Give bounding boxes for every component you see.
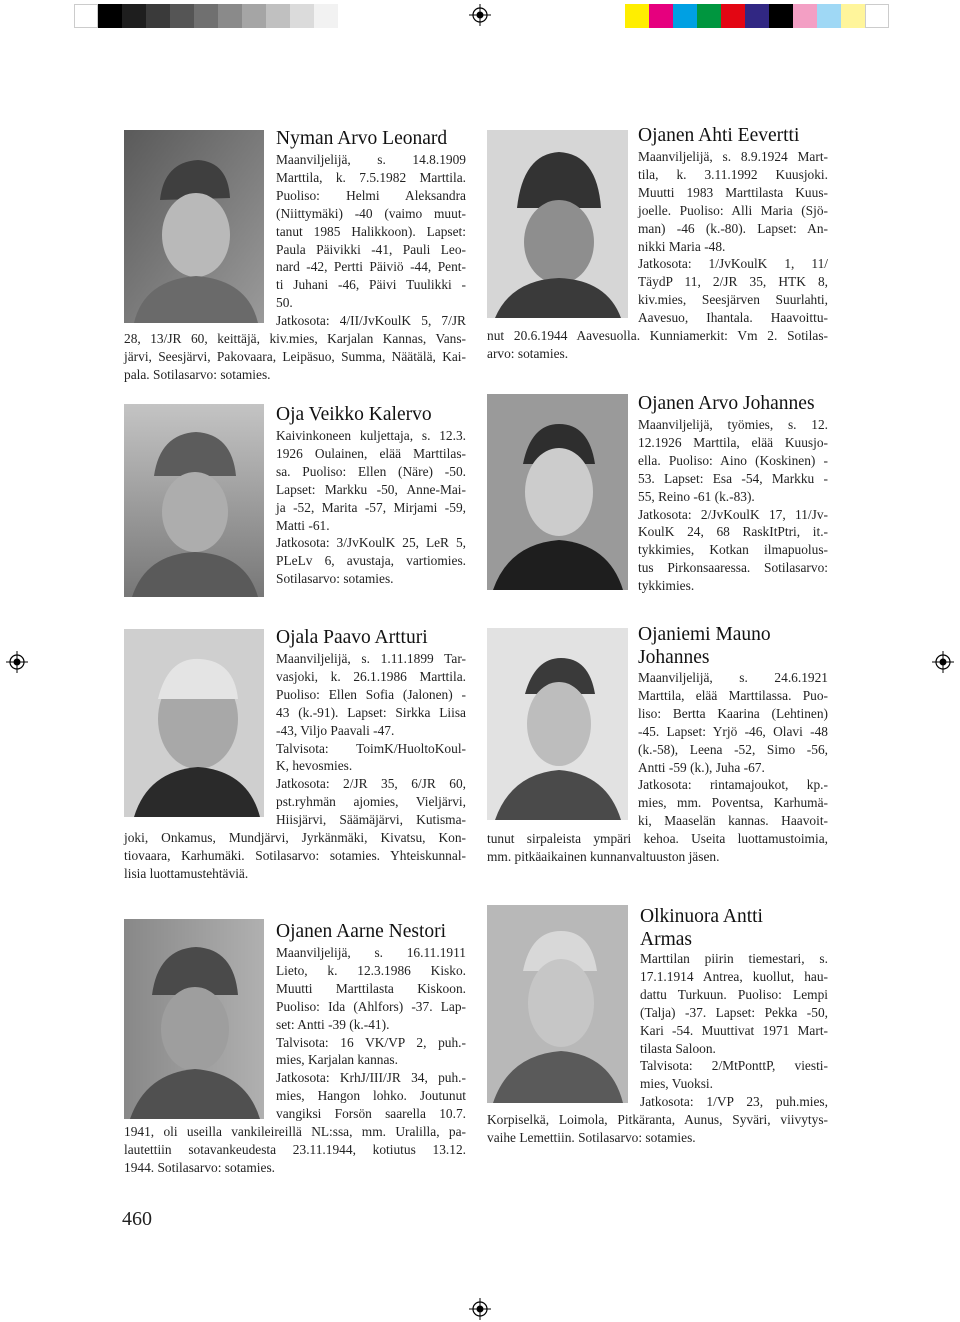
entry-name: Olkinuora Antti Armas [640, 906, 763, 950]
entry-biography: Maanviljelijä, s. 24.6.1921 Marttila, elää Marttilassa. Puo- liso: Bertta Kaarina (Lehtinen) -45. Lapset: Yrjö -46, Olavi -48 (k.-58), Leena -52, Simo -56, Antti -59 (k.), Juha -67. Jatkosota: rintamajoukot, kp.- mies, mm. Poventsa, Karhumä- ki, Maaselän kannas. Haavoit- tunut sirpaleista ympäri kehoa. Useita luottamustoimia, mm. pitkäaikainen kunnanvaltuuston jäsen. [487, 670, 828, 865]
color-bar [625, 4, 889, 28]
entry-biography: Marttilan piirin tiemestari, s. 17.1.1914 Antrea, kuollut, hau- dattu Turkuun. Puoliso: Lempi (Talja) -37. Lapset: Pekka -50, Kari -54. Muuttivat 1971 Mart- tilasta Saloon. Talvisota: 2/MtPonttP, viesti- mies, Vuoksi. Jatkosota: 1/VP 23, puh.mies, Korpiselkä, Loimola, Pitkäranta, Aunus, Syväri, viivytys- vaihe Lemettiin. Sotilasarvo: sotamies. [487, 951, 828, 1146]
grayscale-bar [74, 4, 338, 28]
registration-mark-icon [469, 1298, 491, 1320]
entry-biography: Kaivinkoneen kuljettaja, s. 12.3. 1926 Oulainen, elää Marttilas- sa. Puoliso: Ellen (Näre) -50. Lapset: Markku -50, Anne-Mai- ja -52, Marita -57, Mirjami -59, Matti -61. Jatkosota: 3/JvKoulK 25, LeR 5, PLeLv 6, avustaja, vartiomies. Sotilasarvo: sotamies. [276, 428, 466, 587]
portrait-photo [124, 404, 264, 597]
registration-mark-icon [932, 651, 954, 673]
page-number: 460 [122, 1208, 152, 1230]
entry-name: Ojanen Aarne Nestori [276, 921, 447, 942]
entry-name: Ojanen Ahti Eevertti [638, 125, 800, 146]
entry-name: Ojala Paavo Artturi [276, 627, 428, 648]
entry-biography: Maanviljelijä, työmies, s. 12. 12.1926 Marttila, elää Kuusjo- ella. Puoliso: Aino (Koskinen) - 53. Lapset: Esa -54, Markku - 55, Reino -61 (k.-83). Jatkosota: 2/JvKoulK 17, 11/Jv- KoulK 24, 68 RaskItPtri, it.- tykkimies, Kotkan ilmapuolus- tus Pirkonsaaressa. Sotilasarvo: tykkimies. [638, 417, 828, 594]
entry-name: Ojaniemi Mauno Johannes [638, 624, 771, 668]
entry-name: Ojanen Arvo Johannes [638, 393, 815, 414]
entry-biography: Maanviljelijä, s. 1.11.1899 Tar- vasjoki, k. 26.1.1986 Marttila. Puoliso: Ellen Sofia (Jalonen) - 43 (k.-91). Lapset: Sirkka Liisa -43, Viljo Paavali -47. Talvisota: ToimK/HuoltoKoul- K, hevosmies. Jatkosota: 2/JR 35, 6/JR 60, pst.ryhmän ajomies, Vieljärvi, Hiisjärvi, Säämäjärvi, Kutisma- joki, Onkamus, Mundjärvi, Jyrkänmäki, Kivatsu, Kon- tiovaara, Karhumäki. Sotilasarvo: sotamies. Yhteiskunnal- lisia luottamustehtäviä. [124, 651, 466, 881]
portrait-photo [487, 394, 628, 590]
entry-biography: Maanviljelijä, s. 8.9.1924 Mart- tila, k. 3.11.1992 Kuusjoki. Muutti 1983 Marttilasta Kuus- joelle. Puoliso: Alli Maria (Sjö- man) -46 (k.-80). Lapset: An- nikki Maria -48. Jatkosota: 1/JvKoulK 1, 11/ TäydP 11, 2/JR 35, HTK 8, kiv.mies, Seesjärven Suurlahti, Aavesuo, Ihantala. Haavoittu- nut 20.6.1944 Aavesuolla. Kunniamerkit: Vm 2. Sotilas- arvo: sotamies. [487, 149, 828, 361]
entry-name: Nyman Arvo Leonard [276, 128, 448, 149]
entry-biography: Maanviljelijä, s. 14.8.1909 Marttila, k. 7.5.1982 Marttila. Puoliso: Helmi Aleksandra (Niittymäki) -40 (vaimo muut- tanut 1985 Halikkoon). Lapset: Paula Päivikki -41, Pauli Leo- nard -42, Pertti Päiviö -44, Pent- ti Juhani -46, Päivi Tuulikki - 50. Jatkosota: 4/II/JvKoulK 5, 7/JR 28, 13/JR 60, keittäjä, kiv.mies, Karjalan Kannas, Vans- järvi, Seesjärvi, Pakovaara, Leipäsuo, Summa, Näätälä, Kai- pala. Sotilasarvo: sotamies. [124, 152, 466, 382]
entry-name: Oja Veikko Kalervo [276, 404, 432, 425]
registration-mark-icon [469, 4, 491, 26]
registration-mark-icon [6, 651, 28, 673]
entry-biography: Maanviljelijä, s. 16.11.1911 Lieto, k. 12.3.1986 Kisko. Muutti Marttilasta Kiskoon. Puoliso: Ida (Ahlfors) -37. Lap- set: Antti -39 (k.-41). Talvisota: 16 VK/VP 2, puh.- mies, Karjalan kannas. Jatkosota: KrhJ/III/JR 34, puh.- mies, Hangon lohko. Joutunut vangiksi Forsön saarella 10.7. 1941, oli useilla vankileireillä NL:ssa, mm. Uralilla, pa- lautettiin sotavankeudesta 23.11.1944, kotiutus 13.12. 1944. Sotilasarvo: sotamies. [124, 945, 466, 1175]
